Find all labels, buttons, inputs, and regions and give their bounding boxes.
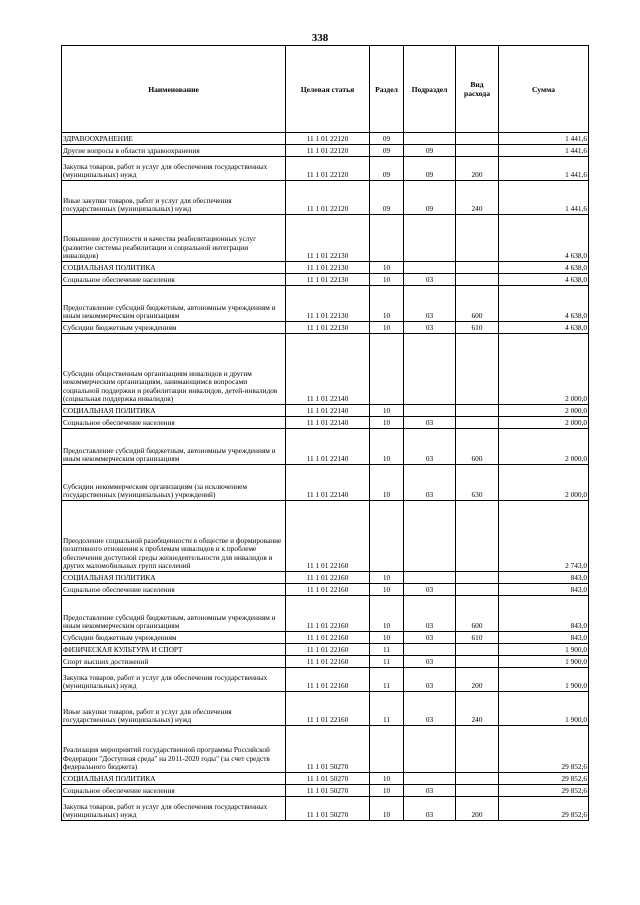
cell-type [456, 773, 499, 785]
cell-type [456, 417, 499, 429]
column-header-section: Раздел [370, 46, 404, 133]
table-row [62, 797, 589, 821]
cell-sum: 843,0 [499, 572, 589, 584]
table-row [62, 157, 589, 181]
column-header-sum: Сумма [499, 46, 589, 133]
cell-name: Другие вопросы в области здравоохранения [62, 145, 286, 157]
cell-subsection [404, 262, 456, 274]
cell-subsection [404, 726, 456, 773]
cell-subsection: 03 [404, 668, 456, 692]
cell-subsection: 03 [404, 785, 456, 797]
cell-type [456, 215, 499, 262]
cell-sum: 1 900,0 [499, 668, 589, 692]
table-row [62, 215, 589, 262]
table-row [62, 726, 589, 773]
cell-target: 11 1 01 22160 [286, 668, 370, 692]
cell-sum: 4 638,0 [499, 262, 589, 274]
cell-type: 200 [456, 668, 499, 692]
cell-target: 11 1 01 22140 [286, 334, 370, 405]
cell-target: 11 1 01 22160 [286, 596, 370, 632]
table-row [62, 145, 589, 157]
cell-section: 09 [370, 145, 404, 157]
cell-type [456, 262, 499, 274]
cell-section: 10 [370, 797, 404, 821]
cell-target: 11 1 01 50270 [286, 797, 370, 821]
cell-subsection: 09 [404, 145, 456, 157]
cell-type [456, 274, 499, 286]
cell-sum: 4 638,0 [499, 286, 589, 322]
cell-target: 11 1 01 22130 [286, 262, 370, 274]
cell-subsection: 09 [404, 181, 456, 215]
cell-subsection: 09 [404, 157, 456, 181]
cell-name: Реализация мероприятий государственной программы Российской Федерации "Доступная среда" на 2011-2020 годы" (за счет средств федерального бюджета) [62, 726, 286, 773]
cell-section: 10 [370, 322, 404, 334]
cell-section: 10 [370, 465, 404, 501]
cell-subsection: 03 [404, 322, 456, 334]
column-header-type: Вид расхода [456, 46, 499, 133]
table-row [62, 286, 589, 322]
cell-target: 11 1 01 50270 [286, 726, 370, 773]
table-header-row [62, 46, 589, 133]
cell-target: 11 1 01 22130 [286, 286, 370, 322]
cell-section: 10 [370, 773, 404, 785]
cell-sum: 4 638,0 [499, 215, 589, 262]
cell-target: 11 1 01 22160 [286, 644, 370, 656]
cell-target: 11 1 01 22120 [286, 157, 370, 181]
cell-section: 10 [370, 785, 404, 797]
cell-section: 11 [370, 668, 404, 692]
cell-section: 10 [370, 286, 404, 322]
table-row [62, 692, 589, 726]
cell-type: 200 [456, 157, 499, 181]
cell-section: 10 [370, 274, 404, 286]
cell-target: 11 1 01 22160 [286, 632, 370, 644]
cell-sum: 1 441,6 [499, 145, 589, 157]
cell-section: 10 [370, 584, 404, 596]
table-row [62, 334, 589, 405]
cell-target: 11 1 01 22120 [286, 145, 370, 157]
cell-subsection [404, 334, 456, 405]
cell-subsection: 03 [404, 692, 456, 726]
cell-name: СОЦИАЛЬНАЯ ПОЛИТИКА [62, 572, 286, 584]
cell-type [456, 785, 499, 797]
table-row [62, 501, 589, 572]
table-row [62, 405, 589, 417]
column-header-subsection: Подраздел [404, 46, 456, 133]
cell-type: 200 [456, 797, 499, 821]
cell-name: Предоставление субсидий бюджетным, автономным учреждениям и иным некоммерческим организациям [62, 286, 286, 322]
cell-type [456, 334, 499, 405]
cell-name: Повышение доступности и качества реабилитационных услуг (развитие системы реабилитации и социальной интеграции инвалидов) [62, 215, 286, 262]
cell-sum: 4 638,0 [499, 274, 589, 286]
page-number: 338 [311, 32, 329, 44]
cell-name: Социальное обеспечение населения [62, 417, 286, 429]
cell-name: Закупка товаров, работ и услуг для обеспечения государственных (муниципальных) нужд [62, 157, 286, 181]
cell-subsection: 03 [404, 584, 456, 596]
cell-subsection [404, 133, 456, 145]
cell-subsection [404, 773, 456, 785]
cell-name: СОЦИАЛЬНАЯ ПОЛИТИКА [62, 773, 286, 785]
cell-type: 600 [456, 429, 499, 465]
cell-sum: 29 852,6 [499, 785, 589, 797]
cell-section [370, 726, 404, 773]
cell-sum: 2 000,0 [499, 334, 589, 405]
cell-section: 10 [370, 262, 404, 274]
column-header-target: Целевая статья [286, 46, 370, 133]
cell-section: 09 [370, 157, 404, 181]
cell-subsection [404, 405, 456, 417]
cell-type [456, 644, 499, 656]
cell-subsection: 03 [404, 596, 456, 632]
cell-name: СОЦИАЛЬНАЯ ПОЛИТИКА [62, 262, 286, 274]
budget-table [61, 45, 589, 821]
cell-target: 11 1 01 22160 [286, 501, 370, 572]
cell-type [456, 501, 499, 572]
table-row [62, 274, 589, 286]
cell-type [456, 726, 499, 773]
cell-subsection [404, 215, 456, 262]
cell-subsection: 03 [404, 797, 456, 821]
cell-target: 11 1 01 50270 [286, 785, 370, 797]
cell-name: Субсидии бюджетным учреждениям [62, 632, 286, 644]
cell-target: 11 1 01 22130 [286, 322, 370, 334]
cell-type: 240 [456, 181, 499, 215]
cell-sum: 1 441,6 [499, 157, 589, 181]
column-header-name: Наименование [62, 46, 286, 133]
table-row [62, 322, 589, 334]
cell-name: Закупка товаров, работ и услуг для обеспечения государственных (муниципальных) нужд [62, 668, 286, 692]
cell-target: 11 1 01 22130 [286, 215, 370, 262]
cell-sum: 1 441,6 [499, 133, 589, 145]
cell-section: 10 [370, 596, 404, 632]
cell-section: 11 [370, 656, 404, 668]
cell-name: Иные закупки товаров, работ и услуг для обеспечения государственных (муниципальных) нужд [62, 181, 286, 215]
cell-sum: 2 000,0 [499, 417, 589, 429]
cell-target: 11 1 01 22160 [286, 584, 370, 596]
cell-name: Предоставление субсидий бюджетным, автономным учреждениям и иным некоммерческим организациям [62, 429, 286, 465]
cell-target: 11 1 01 22120 [286, 133, 370, 145]
cell-section: 11 [370, 692, 404, 726]
cell-name: ФИЗИЧЕСКАЯ КУЛЬТУРА И СПОРТ [62, 644, 286, 656]
cell-sum: 2 000,0 [499, 429, 589, 465]
cell-target: 11 1 01 22130 [286, 274, 370, 286]
cell-sum: 4 638,0 [499, 322, 589, 334]
cell-section: 10 [370, 417, 404, 429]
cell-name: Социальное обеспечение населения [62, 274, 286, 286]
cell-section: 10 [370, 572, 404, 584]
cell-section: 09 [370, 181, 404, 215]
cell-target: 11 1 01 50270 [286, 773, 370, 785]
cell-sum: 1 900,0 [499, 656, 589, 668]
cell-type [456, 584, 499, 596]
table-row [62, 417, 589, 429]
table-row [62, 656, 589, 668]
table-row [62, 596, 589, 632]
cell-section [370, 334, 404, 405]
cell-name: Спорт высших достижений [62, 656, 286, 668]
cell-name: Закупка товаров, работ и услуг для обеспечения государственных (муниципальных) нужд [62, 797, 286, 821]
table-row [62, 668, 589, 692]
cell-section [370, 215, 404, 262]
cell-section: 10 [370, 429, 404, 465]
cell-target: 11 1 01 22160 [286, 692, 370, 726]
cell-sum: 2 000,0 [499, 465, 589, 501]
cell-sum: 1 900,0 [499, 692, 589, 726]
cell-section: 10 [370, 405, 404, 417]
cell-subsection: 03 [404, 465, 456, 501]
table-row [62, 632, 589, 644]
cell-sum: 29 852,6 [499, 773, 589, 785]
table-row [62, 262, 589, 274]
table-row [62, 584, 589, 596]
cell-subsection: 03 [404, 429, 456, 465]
table-row [62, 572, 589, 584]
cell-sum: 843,0 [499, 632, 589, 644]
cell-subsection: 03 [404, 286, 456, 322]
cell-type [456, 145, 499, 157]
cell-target: 11 1 01 22140 [286, 429, 370, 465]
table-row [62, 465, 589, 501]
table-row [62, 133, 589, 145]
table-row [62, 773, 589, 785]
cell-name: Субсидии общественным организациям инвалидов и другим некоммерческим организациям, занимающимся вопросами социальной поддержки и реабилитации инвалидов, детей-инвалидов (социальная поддержка инвалидов) [62, 334, 286, 405]
cell-type [456, 405, 499, 417]
cell-type: 240 [456, 692, 499, 726]
cell-name: Субсидии некоммерческим организациям (за исключением государственных (муниципальных) учреждений) [62, 465, 286, 501]
cell-name: ЗДРАВООХРАНЕНИЕ [62, 133, 286, 145]
cell-subsection [404, 572, 456, 584]
cell-sum: 29 852,6 [499, 797, 589, 821]
cell-name: Субсидии бюджетным учреждениям [62, 322, 286, 334]
cell-sum: 843,0 [499, 596, 589, 632]
cell-section: 09 [370, 133, 404, 145]
cell-name: Предоставление субсидий бюджетным, автономным учреждениям и иным некоммерческим организациям [62, 596, 286, 632]
cell-target: 11 1 01 22140 [286, 417, 370, 429]
cell-subsection: 03 [404, 656, 456, 668]
cell-sum: 29 852,6 [499, 726, 589, 773]
table-row [62, 181, 589, 215]
cell-type [456, 572, 499, 584]
cell-type: 600 [456, 596, 499, 632]
table-row [62, 644, 589, 656]
table-row [62, 429, 589, 465]
cell-type: 630 [456, 465, 499, 501]
cell-type: 610 [456, 322, 499, 334]
cell-section: 11 [370, 644, 404, 656]
cell-name: СОЦИАЛЬНАЯ ПОЛИТИКА [62, 405, 286, 417]
cell-type [456, 656, 499, 668]
cell-type: 610 [456, 632, 499, 644]
cell-sum: 1 441,6 [499, 181, 589, 215]
cell-type: 600 [456, 286, 499, 322]
cell-section: 10 [370, 632, 404, 644]
cell-name: Иные закупки товаров, работ и услуг для обеспечения государственных (муниципальных) нужд [62, 692, 286, 726]
cell-sum: 843,0 [499, 584, 589, 596]
cell-name: Социальное обеспечение населения [62, 584, 286, 596]
cell-sum: 1 900,0 [499, 644, 589, 656]
cell-section [370, 501, 404, 572]
cell-subsection: 03 [404, 632, 456, 644]
cell-subsection: 03 [404, 274, 456, 286]
cell-type [456, 133, 499, 145]
cell-name: Преодоление социальной разобщенности в обществе и формирование позитивного отношения к проблемам инвалидов и к проблеме обеспечения доступной среды жизнедеятельности для инвалидов и других маломобильных групп населений [62, 501, 286, 572]
cell-sum: 2 000,0 [499, 405, 589, 417]
cell-subsection [404, 501, 456, 572]
cell-target: 11 1 01 22120 [286, 181, 370, 215]
cell-target: 11 1 01 22140 [286, 465, 370, 501]
cell-name: Социальное обеспечение населения [62, 785, 286, 797]
cell-target: 11 1 01 22140 [286, 405, 370, 417]
cell-subsection [404, 644, 456, 656]
cell-sum: 2 743,0 [499, 501, 589, 572]
cell-target: 11 1 01 22160 [286, 656, 370, 668]
cell-target: 11 1 01 22160 [286, 572, 370, 584]
table-row [62, 785, 589, 797]
cell-subsection: 03 [404, 417, 456, 429]
